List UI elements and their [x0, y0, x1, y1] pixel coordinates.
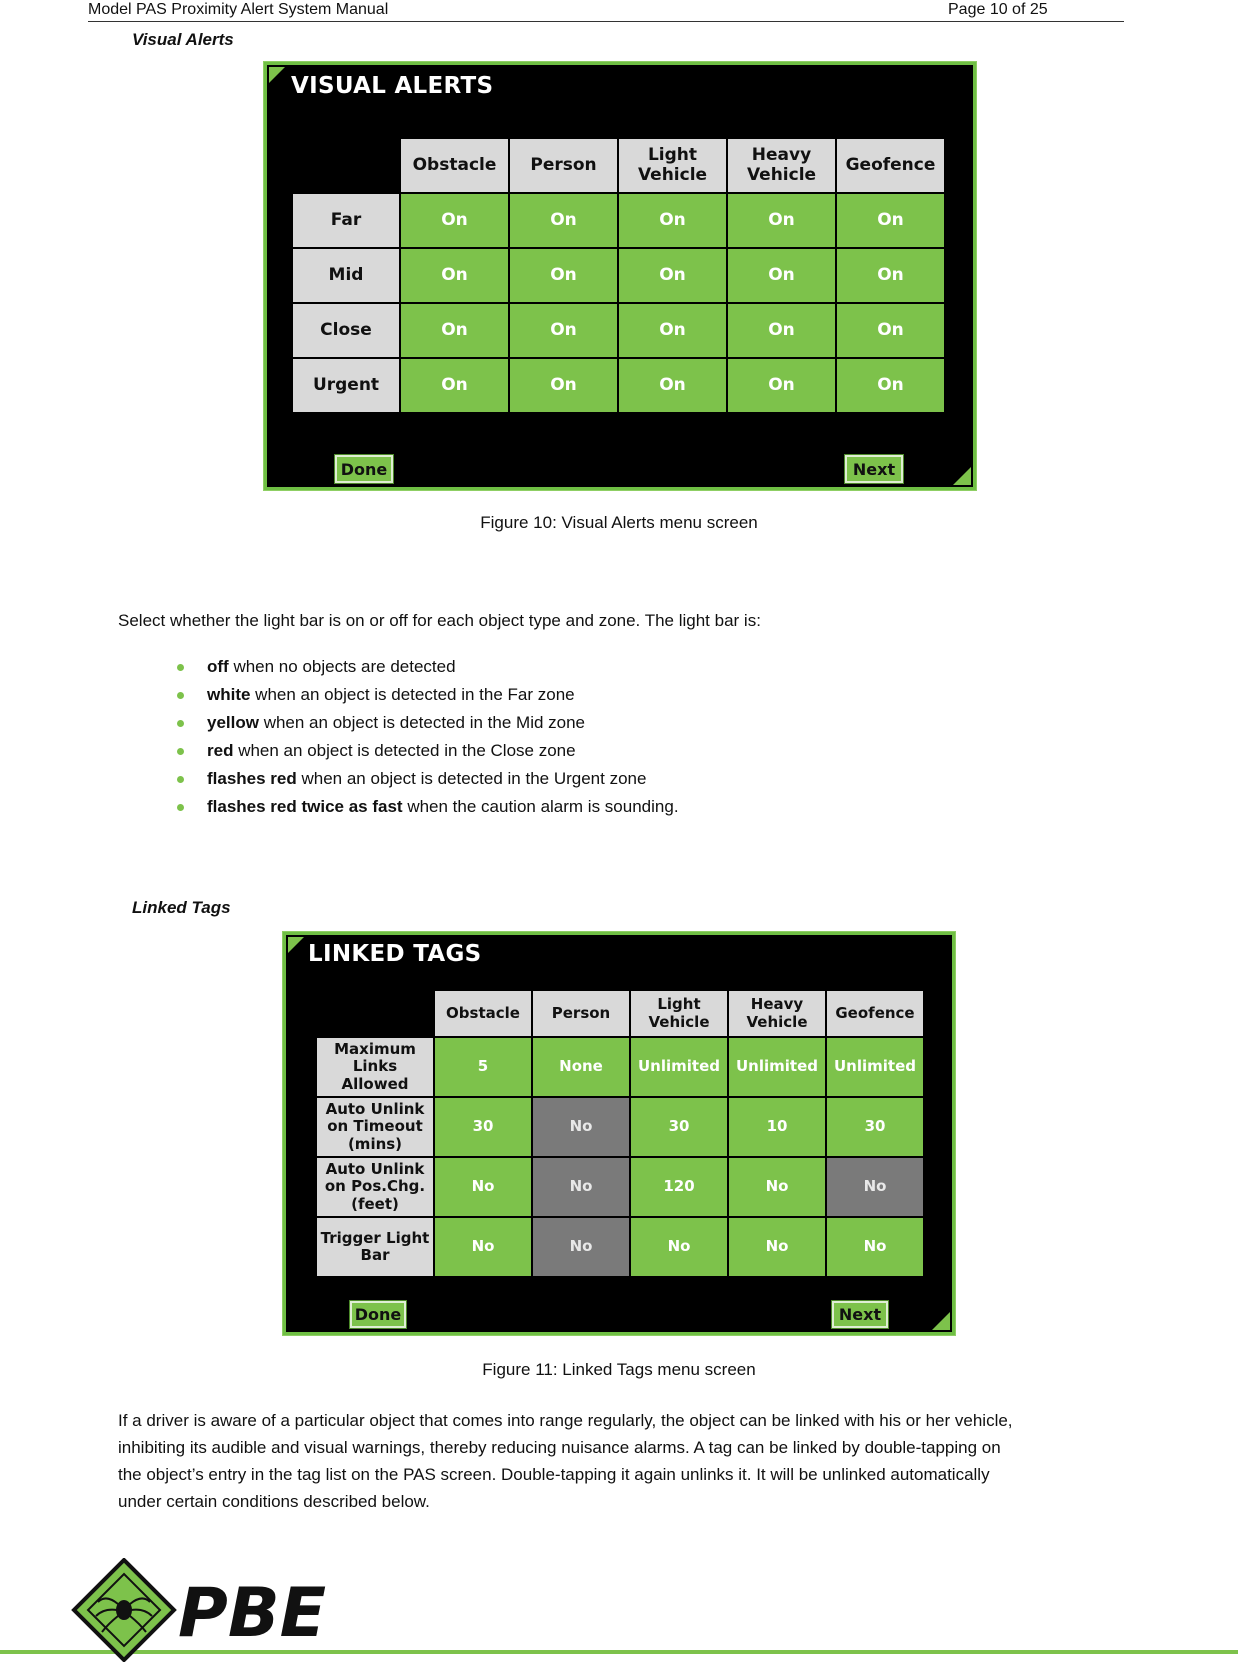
figure-11-caption: Figure 11: Linked Tags menu screen: [482, 1360, 756, 1379]
figure-10-caption: Figure 10: Visual Alerts menu screen: [480, 513, 758, 532]
table-cell[interactable]: 120: [631, 1158, 727, 1216]
list-item: [177, 709, 679, 737]
text-line: under certain conditions described below.: [118, 1492, 430, 1511]
visual-alerts-table: [293, 139, 944, 412]
light-bar-states-list: [177, 653, 679, 821]
table-cell[interactable]: No: [533, 1098, 629, 1156]
list-item: [177, 653, 679, 681]
bullet-keyword: off: [207, 657, 229, 676]
bullet-keyword: flashes red twice as fast: [207, 797, 403, 816]
bullet-icon: [177, 692, 184, 699]
row-header: Mid: [293, 249, 399, 302]
table-cell[interactable]: 5: [435, 1038, 531, 1096]
bullet-text: when an object is detected in the Far zone: [250, 685, 575, 704]
table-cell[interactable]: On: [728, 304, 835, 357]
list-item: [177, 681, 679, 709]
table-cell[interactable]: On: [837, 249, 944, 302]
table-cell[interactable]: No: [435, 1158, 531, 1216]
table-cell[interactable]: On: [837, 304, 944, 357]
table-cell[interactable]: On: [401, 249, 508, 302]
corner-decoration: [288, 937, 304, 953]
column-header: Person: [533, 991, 629, 1036]
screen-title: VISUAL ALERTS: [291, 73, 494, 99]
text-line: the object’s entry in the tag list on the PAS screen. Double-tapping it again unlinks it. It will be unlinked automatically: [118, 1465, 990, 1484]
bullet-keyword: flashes red: [207, 769, 297, 788]
bullet-text: when an object is detected in the Urgent zone: [296, 769, 647, 788]
table-cell[interactable]: On: [728, 359, 835, 412]
table-cell[interactable]: 30: [435, 1098, 531, 1156]
done-button[interactable]: Done: [335, 455, 393, 483]
bullet-icon: [177, 748, 184, 755]
table-cell[interactable]: No: [729, 1218, 825, 1276]
column-header: Geofence: [827, 991, 923, 1036]
table-cell[interactable]: 10: [729, 1098, 825, 1156]
bullet-keyword: red: [207, 741, 234, 760]
light-bar-intro: Select whether the light bar is on or off for each object type and zone. The light bar is:: [118, 611, 761, 630]
column-header: Geofence: [837, 139, 944, 192]
table-cell[interactable]: 30: [631, 1098, 727, 1156]
page-number: Page 10 of 25: [948, 1, 1048, 18]
row-header: Close: [293, 304, 399, 357]
list-item: [177, 793, 679, 821]
table-cell[interactable]: Unlimited: [827, 1038, 923, 1096]
screen-title: LINKED TAGS: [308, 941, 482, 967]
row-header: Urgent: [293, 359, 399, 412]
column-header: Light Vehicle: [619, 139, 726, 192]
table-cell[interactable]: No: [631, 1218, 727, 1276]
row-header: Auto Unlink on Timeout (mins): [317, 1098, 433, 1156]
table-cell[interactable]: On: [510, 249, 617, 302]
row-header: Trigger Light Bar: [317, 1218, 433, 1276]
linked-tags-screen: [283, 932, 955, 1335]
bullet-text: when an object is detected in the Mid zone: [258, 713, 586, 732]
table-cell[interactable]: None: [533, 1038, 629, 1096]
bullet-icon: [177, 804, 184, 811]
text-line: If a driver is aware of a particular object that comes into range regularly, the object can be linked with his or her vehicle,: [118, 1411, 1013, 1430]
table-cell[interactable]: On: [837, 194, 944, 247]
table-cell[interactable]: Unlimited: [631, 1038, 727, 1096]
linked-tags-heading: Linked Tags: [132, 898, 231, 917]
table-cell[interactable]: No: [729, 1158, 825, 1216]
table-cell[interactable]: On: [837, 359, 944, 412]
visual-alerts-heading: Visual Alerts: [132, 30, 234, 49]
table-cell[interactable]: 30: [827, 1098, 923, 1156]
list-item: [177, 737, 679, 765]
bullet-text: when no objects are detected: [228, 657, 456, 676]
visual-alerts-screen: [264, 62, 976, 490]
bullet-keyword: white: [207, 685, 251, 704]
table-cell[interactable]: On: [401, 194, 508, 247]
bullet-icon: [177, 720, 184, 727]
row-header: Far: [293, 194, 399, 247]
pbe-logo: [68, 1558, 348, 1662]
bullet-text: when an object is detected in the Close zone: [233, 741, 576, 760]
table-cell[interactable]: No: [533, 1218, 629, 1276]
row-header: Auto Unlink on Pos.Chg. (feet): [317, 1158, 433, 1216]
table-cell[interactable]: On: [510, 304, 617, 357]
table-cell[interactable]: No: [435, 1218, 531, 1276]
next-button[interactable]: Next: [845, 455, 903, 483]
corner-decoration: [932, 1312, 950, 1330]
table-corner: [293, 139, 399, 192]
table-cell[interactable]: On: [619, 194, 726, 247]
column-header: Obstacle: [435, 991, 531, 1036]
column-header: Person: [510, 139, 617, 192]
column-header: Obstacle: [401, 139, 508, 192]
table-cell[interactable]: No: [827, 1218, 923, 1276]
row-header: Maximum Links Allowed: [317, 1038, 433, 1096]
table-cell[interactable]: On: [728, 249, 835, 302]
table-cell[interactable]: On: [510, 359, 617, 412]
table-cell[interactable]: On: [619, 304, 726, 357]
corner-decoration: [269, 67, 285, 83]
logo-wordmark: PBE: [178, 1574, 327, 1653]
table-cell[interactable]: On: [619, 249, 726, 302]
bullet-keyword: yellow: [207, 713, 259, 732]
table-cell[interactable]: No: [533, 1158, 629, 1216]
table-cell[interactable]: On: [510, 194, 617, 247]
table-cell[interactable]: On: [728, 194, 835, 247]
column-header: Heavy Vehicle: [729, 991, 825, 1036]
bullet-icon: [177, 664, 184, 671]
bullet-text: when the caution alarm is sounding.: [402, 797, 679, 816]
corner-decoration: [953, 467, 971, 485]
table-cell[interactable]: On: [401, 359, 508, 412]
table-corner: [317, 991, 433, 1036]
table-cell[interactable]: On: [619, 359, 726, 412]
text-line: inhibiting its audible and visual warnings, thereby reducing nuisance alarms. A tag can be linked by double-tapping on: [118, 1438, 1001, 1457]
done-button[interactable]: Done: [350, 1301, 406, 1328]
column-header: Heavy Vehicle: [728, 139, 835, 192]
linking-explanation: [118, 1407, 1128, 1515]
table-cell[interactable]: Unlimited: [729, 1038, 825, 1096]
list-item: [177, 765, 679, 793]
manual-title: Model PAS Proximity Alert System Manual: [88, 1, 389, 18]
table-cell[interactable]: On: [401, 304, 508, 357]
column-header: Light Vehicle: [631, 991, 727, 1036]
page-header: [88, 0, 1124, 22]
table-cell[interactable]: No: [827, 1158, 923, 1216]
bullet-icon: [177, 776, 184, 783]
next-button[interactable]: Next: [832, 1301, 888, 1328]
linked-tags-table: [317, 991, 923, 1276]
